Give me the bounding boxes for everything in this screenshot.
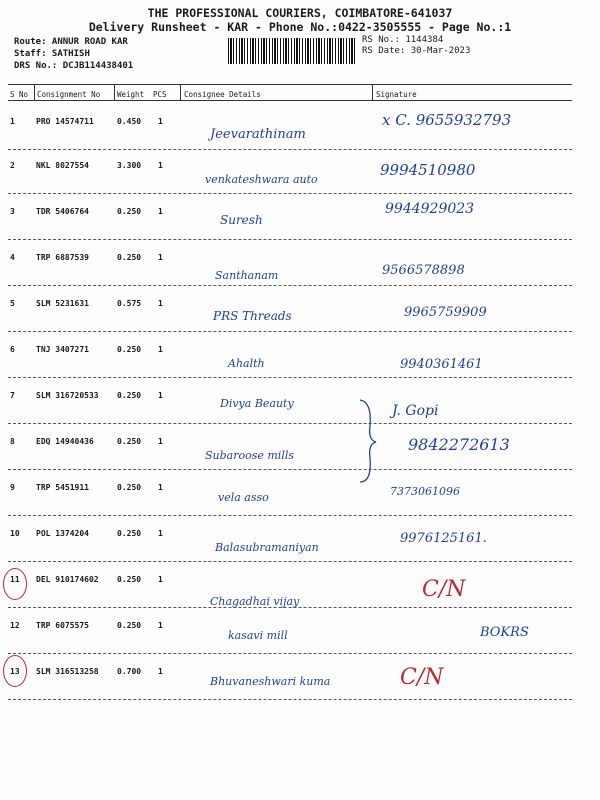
bracket-mark	[356, 396, 380, 486]
consignee-name: kasavi mill	[228, 629, 288, 642]
pcs-value: 1	[158, 529, 163, 538]
signature-text: 9944929023	[385, 201, 475, 217]
weight-value: 0.250	[117, 529, 142, 538]
pcs-value: 1	[158, 575, 163, 584]
pcs-value: 1	[158, 437, 163, 446]
pcs-value: 1	[158, 667, 163, 676]
consignment-no: TDR 5406764	[36, 207, 89, 216]
route-label: Route: ANNUR ROAD KAR	[14, 37, 128, 47]
runsheet-subtitle: Delivery Runsheet - KAR - Phone No.:0422-3505555 - Page No.:1	[88, 20, 512, 34]
pcs-value: 1	[158, 483, 163, 492]
cn-stamp: C/N	[400, 665, 444, 690]
signature-text: 7373061096	[390, 485, 460, 498]
weight-value: 3.300	[117, 161, 142, 170]
row-separator	[8, 285, 572, 286]
row-sno: 1	[10, 117, 15, 126]
row-separator	[8, 149, 572, 150]
consignment-no: SLM 5231631	[36, 299, 89, 308]
signature-text: 9842272613	[408, 435, 510, 454]
row-sno: 10	[10, 529, 20, 538]
circle-mark	[3, 655, 27, 687]
pcs-value: 1	[158, 391, 163, 400]
weight-value: 0.250	[117, 253, 142, 262]
row-sno: 5	[10, 299, 15, 308]
row-separator	[8, 331, 572, 332]
weight-value: 0.250	[117, 207, 142, 216]
consignee-name: Balasubramaniyan	[215, 541, 319, 554]
signature-text: J. Gopi	[392, 403, 439, 419]
row-sno: 2	[10, 161, 15, 170]
weight-value: 0.250	[117, 575, 142, 584]
consignment-no: POL 1374204	[36, 529, 89, 538]
signature-text: x C. 9655932793	[382, 111, 512, 129]
consignee-name: Divya Beauty	[220, 397, 294, 410]
row-sno: 13	[10, 667, 20, 676]
col-consignee: Consignee Details	[184, 90, 261, 99]
consignee-name: Ahalth	[228, 357, 265, 370]
signature-text: 9566578898	[382, 263, 465, 278]
consignee-name: PRS Threads	[213, 309, 292, 323]
row-sno: 6	[10, 345, 15, 354]
row-separator	[8, 469, 572, 470]
col-sno: S No	[10, 90, 29, 99]
consignee-name: Bhuvaneshwari kuma	[210, 675, 331, 688]
row-separator	[8, 699, 572, 700]
signature-text: 9940361461	[400, 357, 483, 372]
consignee-name: Chagadhai vijay	[210, 595, 300, 608]
consignee-name: Subaroose mills	[205, 449, 295, 462]
pcs-value: 1	[158, 299, 163, 308]
pcs-value: 1	[158, 253, 163, 262]
row-sno: 4	[10, 253, 15, 262]
row-separator	[8, 515, 572, 516]
row-sno: 12	[10, 621, 20, 630]
barcode	[228, 38, 356, 64]
circle-mark	[3, 568, 27, 600]
pcs-value: 1	[158, 117, 163, 126]
consignee-name: vela asso	[218, 491, 269, 504]
weight-value: 0.250	[117, 391, 142, 400]
col-weight: Weight	[117, 90, 145, 99]
signature-text: 9965759909	[404, 305, 487, 320]
rs-date: RS Date: 30-Mar-2023	[362, 46, 471, 56]
weight-value: 0.250	[117, 483, 142, 492]
row-separator	[8, 193, 572, 194]
weight-value: 0.700	[117, 667, 142, 676]
consignee-name: Santhanam	[215, 269, 279, 282]
row-sno: 9	[10, 483, 15, 492]
col-consignment: Consignment No	[37, 90, 101, 99]
cn-stamp: C/N	[422, 577, 466, 602]
row-separator	[8, 423, 572, 424]
rs-number: RS No.: 1144384	[362, 35, 444, 45]
consignment-no: PRO 14574711	[36, 117, 94, 126]
weight-value: 0.250	[117, 621, 142, 630]
consignment-no: SLM 316513258	[36, 667, 99, 676]
consignee-name: venkateshwara auto	[205, 173, 318, 186]
consignee-name: Suresh	[220, 213, 263, 227]
document-title: THE PROFESSIONAL COURIERS, COIMBATORE-641037	[147, 6, 453, 20]
weight-value: 0.250	[117, 345, 142, 354]
pcs-value: 1	[158, 621, 163, 630]
consignment-no: TRP 5451911	[36, 483, 89, 492]
row-sno: 7	[10, 391, 15, 400]
row-separator	[8, 239, 572, 240]
consignment-no: TRP 6887539	[36, 253, 89, 262]
row-separator	[8, 607, 572, 608]
consignment-no: DEL 910174602	[36, 575, 99, 584]
row-sno: 8	[10, 437, 15, 446]
row-separator	[8, 653, 572, 654]
row-sno: 11	[10, 575, 20, 584]
consignee-name: Jeevarathinam	[210, 127, 306, 142]
consignment-no: NKL 8027554	[36, 161, 89, 170]
weight-value: 0.575	[117, 299, 142, 308]
drs-number: DRS No.: DCJB114438401	[14, 61, 134, 71]
signature-text: BOKRS	[480, 625, 529, 640]
weight-value: 0.250	[117, 437, 142, 446]
row-separator	[8, 377, 572, 378]
pcs-value: 1	[158, 161, 163, 170]
col-signature: Signature	[376, 90, 417, 99]
pcs-value: 1	[158, 207, 163, 216]
consignment-no: TRP 6075575	[36, 621, 89, 630]
staff-label: Staff: SATHISH	[14, 49, 90, 59]
consignment-no: TNJ 3407271	[36, 345, 89, 354]
consignment-no: EDQ 14940436	[36, 437, 94, 446]
row-sno: 3	[10, 207, 15, 216]
signature-text: 9976125161.	[400, 531, 487, 546]
consignment-no: SLM 316720533	[36, 391, 99, 400]
pcs-value: 1	[158, 345, 163, 354]
signature-text: 9994510980	[380, 161, 476, 179]
col-pcs: PCS	[153, 90, 167, 99]
row-separator	[8, 561, 572, 562]
weight-value: 0.450	[117, 117, 142, 126]
